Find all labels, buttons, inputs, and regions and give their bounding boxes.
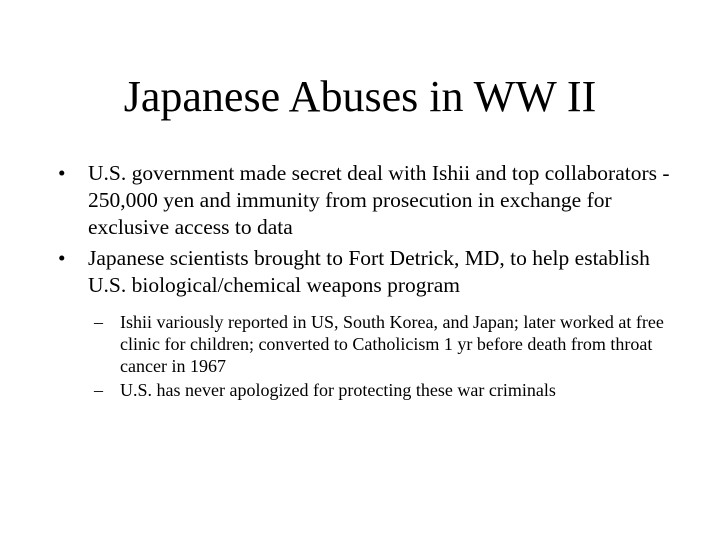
bullet-item <box>54 160 674 241</box>
sub-bullet-marker: – <box>94 380 103 400</box>
sub-bullet-text: Ishii variously reported in US, South Korea, and Japan; later worked at free clinic for children; converted to Catholicism 1 yr before death from throat cancer in 1967 <box>120 312 664 376</box>
sub-bullet-item <box>54 379 674 401</box>
slide-body <box>54 160 674 403</box>
bullet-marker: • <box>58 246 66 270</box>
sub-bullet-item <box>54 311 674 377</box>
bullet-marker: • <box>58 161 66 185</box>
slide-title: Japanese Abuses in WW II <box>123 72 597 121</box>
bullet-text: Japanese scientists brought to Fort Detrick, MD, to help establish U.S. biological/chemical weapons program <box>88 246 650 297</box>
sub-bullet-marker: – <box>94 312 103 332</box>
sub-bullet-text: U.S. has never apologized for protecting these war criminals <box>120 380 556 400</box>
bullet-item <box>54 245 674 299</box>
bullet-text: U.S. government made secret deal with Ishii and top collaborators - 250,000 yen and immunity from prosecution in exchange for exclusive access to data <box>88 161 670 239</box>
sub-bullet-list <box>54 311 674 401</box>
